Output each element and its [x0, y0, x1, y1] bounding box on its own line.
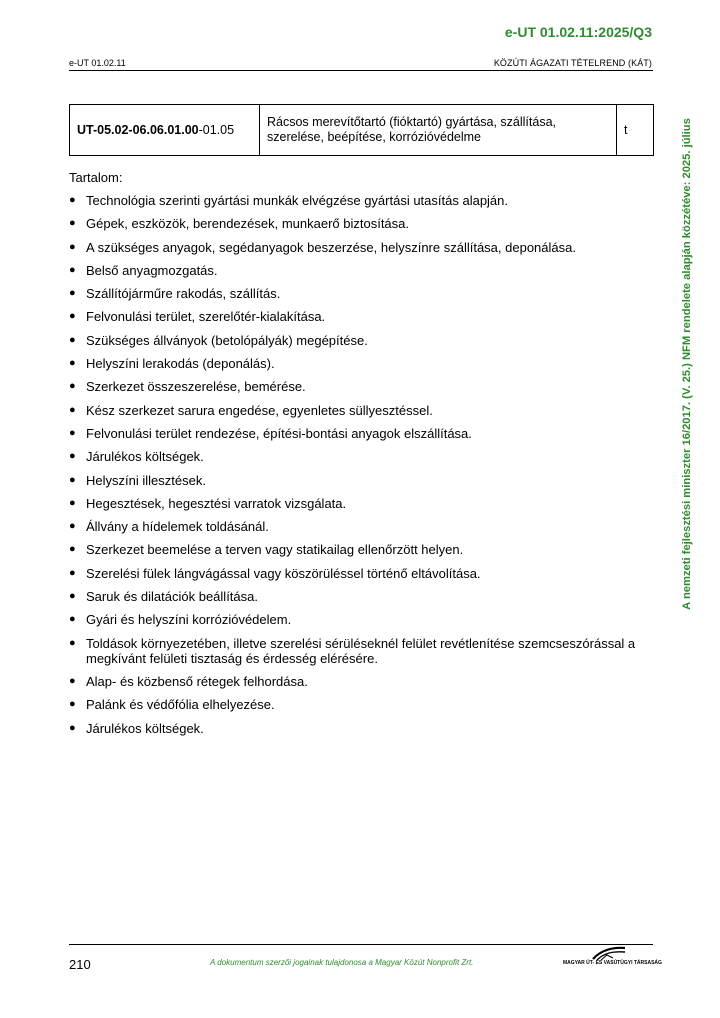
header-left-code: e-UT 01.02.11 [69, 58, 126, 68]
bullet-icon: ● [69, 403, 76, 416]
list-item-text: Saruk és dilatációk beállítása. [86, 589, 258, 605]
bullet-icon: ● [69, 566, 76, 579]
list-item [69, 356, 649, 371]
item-code-suffix: -01.05 [198, 123, 235, 137]
list-item-text: Gépek, eszközök, berendezések, munkaerő biztosítása. [86, 216, 410, 232]
list-item [69, 674, 649, 689]
list-item-text: Alap- és közbenső rétegek felhordása. [86, 673, 308, 689]
list-item [69, 496, 649, 511]
list-item-text: Járulékos költségek. [86, 720, 204, 736]
bullet-icon: ● [69, 426, 76, 439]
list-item-text: Palánk és védőfólia elhelyezése. [86, 697, 275, 713]
bullet-icon: ● [69, 380, 76, 393]
bullet-icon: ● [69, 240, 76, 253]
list-item [69, 473, 649, 488]
bullet-icon: ● [69, 450, 76, 463]
list-item-text: Állvány a hídelemek toldásánál. [86, 519, 269, 535]
content-list [69, 193, 649, 744]
list-item [69, 519, 649, 534]
bullet-icon: ● [69, 496, 76, 509]
item-code-cell [70, 105, 260, 156]
item-unit: t [617, 105, 654, 156]
bullet-icon: ● [69, 543, 76, 556]
list-item-text: Felvonulási terület, szerelőtér-kialakítása. [86, 309, 326, 325]
list-item [69, 426, 649, 441]
bullet-icon: ● [69, 590, 76, 603]
list-item-text: Szerelési fülek lángvágással vagy köszörüléssel történő eltávolítása. [86, 565, 481, 581]
list-item [69, 566, 649, 581]
list-item [69, 240, 649, 255]
list-item [69, 263, 649, 278]
bullet-icon: ● [69, 263, 76, 276]
item-description: Rácsos merevítőtartó (fióktartó) gyártása, szállítása, szerelése, beépítése, korrózióvédelme [260, 105, 617, 156]
bullet-icon: ● [69, 698, 76, 711]
society-logo [563, 946, 662, 970]
footer-divider [69, 944, 653, 945]
list-item [69, 193, 649, 208]
list-item-text: Belső anyagmozgatás. [86, 262, 218, 278]
bullet-icon: ● [69, 721, 76, 734]
publication-side-note [677, 96, 697, 632]
bullet-icon: ● [69, 357, 76, 370]
list-item [69, 216, 649, 231]
list-item-text: Technológia szerinti gyártási munkák elvégzése gyártási utasítás alapján. [86, 193, 509, 208]
list-item-text: Szállítójárműre rakodás, szállítás. [86, 286, 281, 302]
list-item-text: Szerkezet beemelése a terven vagy statikailag ellenőrzött helyen. [86, 542, 464, 558]
list-item-text: Helyszíni illesztések. [86, 472, 206, 488]
list-item [69, 612, 649, 627]
list-item [69, 721, 649, 736]
bullet-icon: ● [69, 333, 76, 346]
road-rail-society-logo-icon [591, 946, 627, 961]
list-item-text: Toldások környezetében, illetve szerelési sérüléseknél felület revétlenítése szemcseszórással a megkívánt felületi tisztaság és érdesség elérésére. [86, 635, 636, 666]
list-item-text: Helyszíni lerakodás (deponálás). [86, 356, 275, 372]
list-item-text: Gyári és helyszíni korrózióvédelem. [86, 612, 292, 628]
logo-text: MAGYAR ÚT- ÉS VASÚTÜGYI TÁRSASÁG [563, 960, 662, 966]
list-item-text: Felvonulási terület rendezése, építési-bontási anyagok elszállítása. [86, 425, 472, 441]
content-label: Tartalom: [69, 170, 123, 185]
item-code-bold: UT-05.02-06.06.01.00 [77, 123, 199, 137]
bullet-icon: ● [69, 613, 76, 626]
list-item-text: Szerkezet összeszerelése, bemérése. [86, 379, 306, 395]
list-item [69, 403, 649, 418]
bullet-icon: ● [69, 674, 76, 687]
bullet-icon: ● [69, 287, 76, 300]
bullet-icon: ● [69, 310, 76, 323]
list-item-text: Járulékos költségek. [86, 449, 204, 465]
list-item [69, 697, 649, 712]
list-item-text: A szükséges anyagok, segédanyagok beszerzése, helyszínre szállítása, deponálása. [86, 239, 576, 255]
list-item-text: Hegesztések, hegesztési varratok vizsgálata. [86, 495, 347, 511]
bullet-icon: ● [69, 520, 76, 533]
list-item [69, 309, 649, 324]
bullet-icon: ● [69, 636, 76, 649]
page-number: 210 [69, 957, 91, 972]
list-item-text: Kész szerkezet sarura engedése, egyenletes süllyesztéssel. [86, 402, 433, 418]
list-item [69, 636, 649, 666]
list-item [69, 379, 649, 394]
bullet-icon: ● [69, 473, 76, 486]
header-divider [69, 70, 653, 71]
bullet-icon: ● [69, 217, 76, 230]
list-item [69, 286, 649, 301]
document-code: e-UT 01.02.11:2025/Q3 [504, 24, 652, 40]
item-row [70, 105, 654, 156]
list-item [69, 589, 649, 604]
copyright-notice: A dokumentum szerzői jogainak tulajdonosa a Magyar Közút Nonprofit Zrt. [210, 958, 474, 967]
item-table [69, 104, 654, 156]
list-item [69, 542, 649, 557]
header-right-title: KÖZÚTI ÁGAZATI TÉTELREND (KÁT) [493, 58, 652, 68]
list-item-text: Szükséges állványok (betolópályák) megépítése. [86, 332, 368, 348]
list-item [69, 333, 649, 348]
list-item [69, 449, 649, 464]
bullet-icon: ● [69, 194, 76, 206]
side-note-text: A nemzeti fejlesztési miniszter 16/2017. (V. 25.) NFM rendelete alapján közzétéve: 2025. július [681, 118, 693, 610]
